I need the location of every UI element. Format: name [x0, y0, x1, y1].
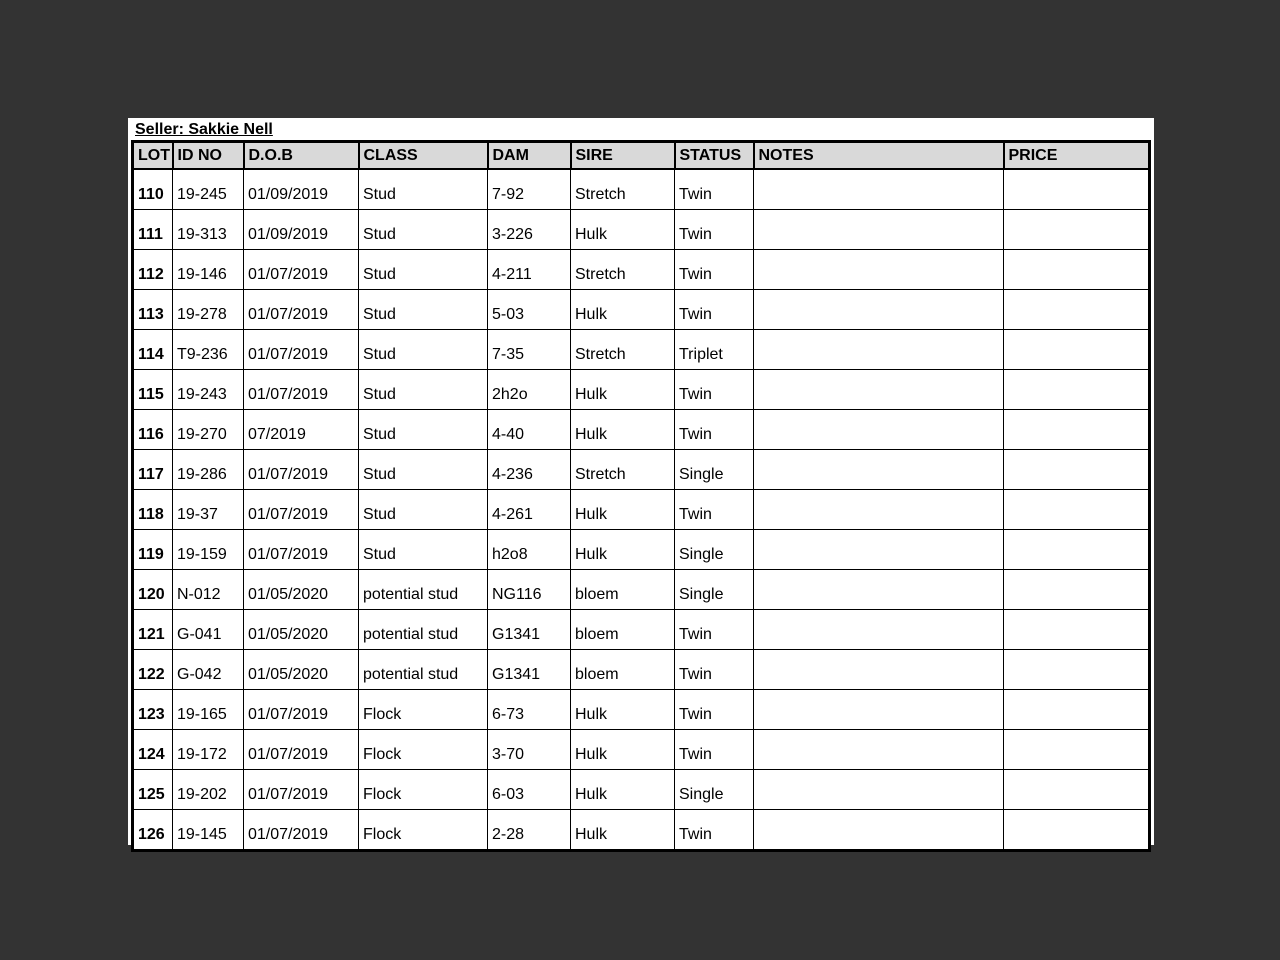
cell-status: Twin	[675, 169, 754, 210]
table-row	[133, 770, 1150, 810]
cell-dam: 3-226	[488, 210, 571, 250]
cell-dam: G1341	[488, 610, 571, 650]
cell-id-no: 19-286	[173, 450, 244, 490]
cell-lot: 119	[133, 530, 173, 570]
cell-notes	[754, 210, 1004, 250]
table-row	[133, 370, 1150, 410]
cell-lot: 117	[133, 450, 173, 490]
cell-lot: 110	[133, 169, 173, 210]
cell-notes	[754, 330, 1004, 370]
cell-notes	[754, 690, 1004, 730]
cell-status: Twin	[675, 810, 754, 851]
cell-notes	[754, 730, 1004, 770]
cell-id-no: G-041	[173, 610, 244, 650]
cell-dob: 01/07/2019	[244, 810, 359, 851]
cell-price	[1004, 770, 1150, 810]
cell-sire: bloem	[571, 610, 675, 650]
cell-notes	[754, 250, 1004, 290]
cell-lot: 121	[133, 610, 173, 650]
cell-id-no: G-042	[173, 650, 244, 690]
cell-dam: 4-261	[488, 490, 571, 530]
cell-lot: 122	[133, 650, 173, 690]
cell-notes	[754, 410, 1004, 450]
cell-sire: Stretch	[571, 330, 675, 370]
cell-class: Stud	[359, 410, 488, 450]
cell-notes	[754, 530, 1004, 570]
cell-class: Flock	[359, 730, 488, 770]
cell-sire: Hulk	[571, 530, 675, 570]
cell-price	[1004, 169, 1150, 210]
cell-status: Single	[675, 570, 754, 610]
cell-id-no: 19-146	[173, 250, 244, 290]
table-row	[133, 610, 1150, 650]
cell-sire: Stretch	[571, 169, 675, 210]
cell-price	[1004, 690, 1150, 730]
cell-dob: 01/07/2019	[244, 250, 359, 290]
cell-class: Flock	[359, 810, 488, 851]
table-row	[133, 530, 1150, 570]
cell-notes	[754, 290, 1004, 330]
cell-price	[1004, 210, 1150, 250]
cell-status: Twin	[675, 210, 754, 250]
cell-dam: 4-236	[488, 450, 571, 490]
cell-status: Twin	[675, 610, 754, 650]
cell-sire: Hulk	[571, 770, 675, 810]
column-header-dam: DAM	[488, 142, 571, 170]
cell-status: Single	[675, 770, 754, 810]
table-row	[133, 410, 1150, 450]
cell-lot: 118	[133, 490, 173, 530]
cell-id-no: 19-243	[173, 370, 244, 410]
cell-dam: 3-70	[488, 730, 571, 770]
cell-dob: 01/09/2019	[244, 210, 359, 250]
cell-sire: Hulk	[571, 410, 675, 450]
cell-price	[1004, 610, 1150, 650]
cell-price	[1004, 730, 1150, 770]
cell-status: Twin	[675, 730, 754, 770]
cell-dam: 7-35	[488, 330, 571, 370]
cell-lot: 115	[133, 370, 173, 410]
cell-dob: 01/07/2019	[244, 370, 359, 410]
cell-price	[1004, 650, 1150, 690]
cell-dob: 01/07/2019	[244, 330, 359, 370]
cell-status: Twin	[675, 290, 754, 330]
table-row	[133, 450, 1150, 490]
cell-lot: 125	[133, 770, 173, 810]
cell-class: Stud	[359, 250, 488, 290]
cell-class: Stud	[359, 530, 488, 570]
cell-class: Stud	[359, 330, 488, 370]
cell-dam: 4-211	[488, 250, 571, 290]
cell-notes	[754, 650, 1004, 690]
cell-sire: Hulk	[571, 370, 675, 410]
cell-sire: Hulk	[571, 490, 675, 530]
table-row	[133, 490, 1150, 530]
cell-id-no: 19-313	[173, 210, 244, 250]
cell-notes	[754, 490, 1004, 530]
cell-dam: 7-92	[488, 169, 571, 210]
cell-price	[1004, 370, 1150, 410]
cell-status: Twin	[675, 410, 754, 450]
cell-sire: Hulk	[571, 290, 675, 330]
cell-lot: 112	[133, 250, 173, 290]
table-row	[133, 330, 1150, 370]
cell-id-no: 19-278	[173, 290, 244, 330]
cell-class: Flock	[359, 690, 488, 730]
cell-dam: 2-28	[488, 810, 571, 851]
cell-status: Twin	[675, 650, 754, 690]
cell-id-no: 19-165	[173, 690, 244, 730]
cell-dob: 01/07/2019	[244, 290, 359, 330]
cell-dob: 01/07/2019	[244, 450, 359, 490]
cell-price	[1004, 810, 1150, 851]
cell-id-no: 19-37	[173, 490, 244, 530]
cell-class: Stud	[359, 290, 488, 330]
table-row	[133, 730, 1150, 770]
cell-price	[1004, 250, 1150, 290]
cell-lot: 114	[133, 330, 173, 370]
cell-sire: Hulk	[571, 210, 675, 250]
column-header-price: PRICE	[1004, 142, 1150, 170]
cell-dob: 01/07/2019	[244, 690, 359, 730]
cell-price	[1004, 450, 1150, 490]
cell-lot: 113	[133, 290, 173, 330]
cell-notes	[754, 169, 1004, 210]
cell-notes	[754, 370, 1004, 410]
cell-status: Twin	[675, 490, 754, 530]
document-page	[128, 118, 1154, 845]
cell-class: Stud	[359, 450, 488, 490]
cell-lot: 124	[133, 730, 173, 770]
cell-sire: Hulk	[571, 810, 675, 851]
column-header-lot: LOT	[133, 142, 173, 170]
cell-price	[1004, 530, 1150, 570]
cell-dob: 01/07/2019	[244, 770, 359, 810]
cell-class: potential stud	[359, 650, 488, 690]
cell-dob: 01/07/2019	[244, 730, 359, 770]
cell-lot: 123	[133, 690, 173, 730]
cell-status: Twin	[675, 690, 754, 730]
cell-id-no: N-012	[173, 570, 244, 610]
cell-class: potential stud	[359, 570, 488, 610]
cell-price	[1004, 490, 1150, 530]
table-row	[133, 690, 1150, 730]
cell-status: Single	[675, 530, 754, 570]
table-row	[133, 210, 1150, 250]
table-body	[133, 169, 1150, 851]
cell-dam: 4-40	[488, 410, 571, 450]
cell-sire: Hulk	[571, 690, 675, 730]
cell-lot: 111	[133, 210, 173, 250]
table-row	[133, 570, 1150, 610]
cell-dob: 01/09/2019	[244, 169, 359, 210]
cell-id-no: 19-245	[173, 169, 244, 210]
cell-price	[1004, 570, 1150, 610]
cell-class: Stud	[359, 370, 488, 410]
cell-dob: 01/07/2019	[244, 490, 359, 530]
cell-status: Single	[675, 450, 754, 490]
cell-dam: 6-73	[488, 690, 571, 730]
cell-notes	[754, 810, 1004, 851]
cell-class: Flock	[359, 770, 488, 810]
cell-id-no: 19-202	[173, 770, 244, 810]
header-row	[133, 142, 1150, 170]
cell-sire: bloem	[571, 650, 675, 690]
cell-dam: NG116	[488, 570, 571, 610]
table-row	[133, 290, 1150, 330]
column-header-notes: NOTES	[754, 142, 1004, 170]
cell-lot: 116	[133, 410, 173, 450]
cell-sire: Stretch	[571, 250, 675, 290]
cell-status: Triplet	[675, 330, 754, 370]
cell-lot: 120	[133, 570, 173, 610]
cell-class: Stud	[359, 490, 488, 530]
column-header-sire: SIRE	[571, 142, 675, 170]
cell-price	[1004, 330, 1150, 370]
cell-notes	[754, 610, 1004, 650]
cell-dob: 07/2019	[244, 410, 359, 450]
cell-dam: G1341	[488, 650, 571, 690]
cell-notes	[754, 570, 1004, 610]
cell-status: Twin	[675, 250, 754, 290]
column-header-status: STATUS	[675, 142, 754, 170]
cell-notes	[754, 450, 1004, 490]
cell-dam: 2h2o	[488, 370, 571, 410]
cell-notes	[754, 770, 1004, 810]
cell-id-no: 19-270	[173, 410, 244, 450]
cell-id-no: T9-236	[173, 330, 244, 370]
cell-price	[1004, 410, 1150, 450]
cell-class: Stud	[359, 210, 488, 250]
cell-dob: 01/05/2020	[244, 610, 359, 650]
cell-dob: 01/05/2020	[244, 650, 359, 690]
lots-table	[131, 140, 1151, 852]
cell-id-no: 19-145	[173, 810, 244, 851]
cell-id-no: 19-159	[173, 530, 244, 570]
cell-dam: 5-03	[488, 290, 571, 330]
seller-title-text: Seller: Sakkie Nell	[135, 121, 273, 138]
cell-dob: 01/07/2019	[244, 530, 359, 570]
cell-dob: 01/05/2020	[244, 570, 359, 610]
cell-id-no: 19-172	[173, 730, 244, 770]
cell-lot: 126	[133, 810, 173, 851]
table-row	[133, 169, 1150, 210]
cell-sire: Hulk	[571, 730, 675, 770]
cell-class: Stud	[359, 169, 488, 210]
cell-sire: bloem	[571, 570, 675, 610]
cell-dam: h2o8	[488, 530, 571, 570]
table-row	[133, 810, 1150, 851]
cell-sire: Stretch	[571, 450, 675, 490]
seller-title	[128, 118, 1154, 140]
table-row	[133, 250, 1150, 290]
table-row	[133, 650, 1150, 690]
column-header-class: CLASS	[359, 142, 488, 170]
cell-class: potential stud	[359, 610, 488, 650]
cell-price	[1004, 290, 1150, 330]
column-header-dob: D.O.B	[244, 142, 359, 170]
cell-status: Twin	[675, 370, 754, 410]
cell-dam: 6-03	[488, 770, 571, 810]
column-header-id-no: ID NO	[173, 142, 244, 170]
